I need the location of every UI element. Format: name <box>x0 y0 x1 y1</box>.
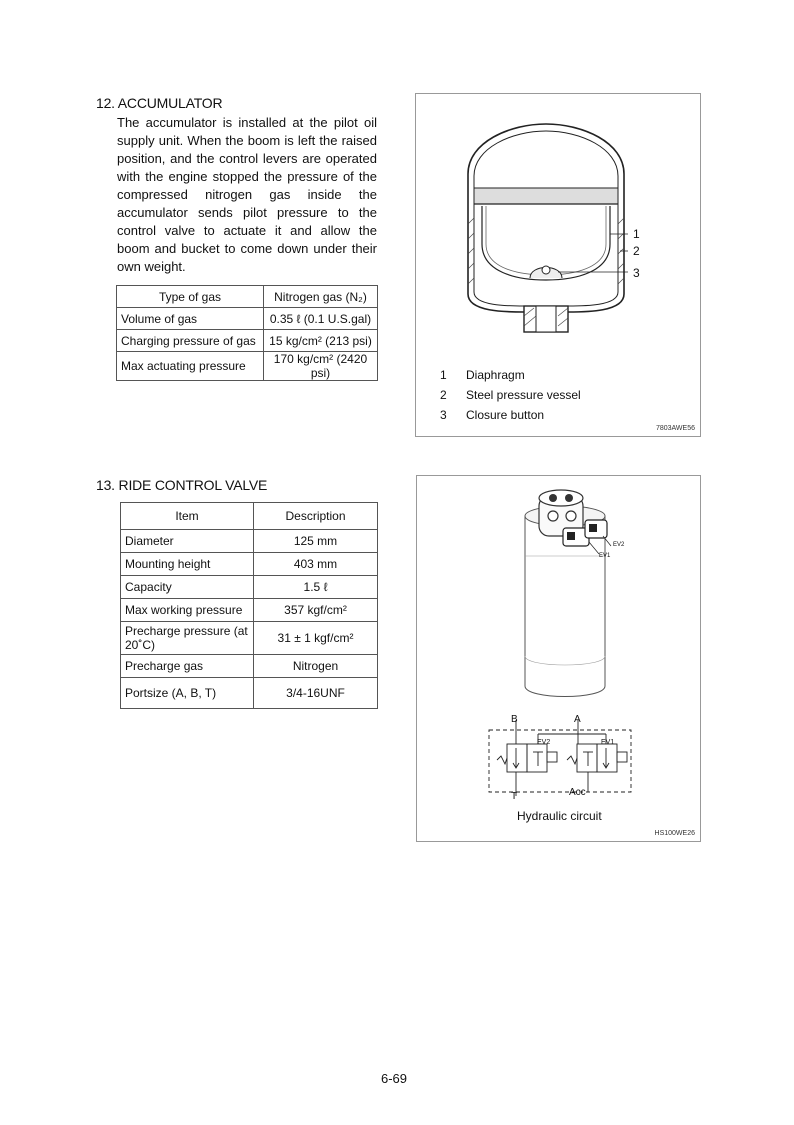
legend-item <box>440 365 581 385</box>
table-cell: Mounting height <box>121 553 254 576</box>
table-header-cell: Item <box>121 503 254 530</box>
table-row <box>121 622 378 655</box>
callout-1: 1 <box>633 227 640 241</box>
accumulator-spec-table <box>116 285 378 381</box>
page-number: 6-69 <box>381 1071 408 1086</box>
table-cell: Precharge pressure (at 20˚C) <box>121 622 254 655</box>
table-row <box>121 530 378 553</box>
table-cell: 15 kg/cm² (213 psi) <box>264 330 378 352</box>
table-cell: Charging pressure of gas <box>117 330 264 352</box>
table-cell: Nitrogen gas (N₂) <box>264 286 378 308</box>
port-acc-label: Acc <box>569 787 586 798</box>
accumulator-figure <box>415 93 701 437</box>
callout-2: 2 <box>633 244 640 258</box>
ride-control-figure <box>416 475 701 842</box>
table-header-cell: Description <box>254 503 378 530</box>
table-row <box>121 576 378 599</box>
legend-number: 3 <box>440 408 447 422</box>
table-row <box>121 553 378 576</box>
legend-text: Diaphragm <box>466 368 525 382</box>
table-header-row <box>121 503 378 530</box>
table-cell: Diameter <box>121 530 254 553</box>
table-cell: Volume of gas <box>117 308 264 330</box>
table-cell: Portsize (A, B, T) <box>121 678 254 709</box>
port-b-label: B <box>511 714 518 725</box>
table-row <box>121 599 378 622</box>
circuit-ev2-label: EV2 <box>537 739 551 746</box>
figure-code: 7803AWE56 <box>655 425 695 432</box>
port-a-label: A <box>574 714 581 725</box>
table-cell: 0.35 ℓ (0.1 U.S.gal) <box>264 308 378 330</box>
callout-3: 3 <box>633 266 640 280</box>
table-cell: 357 kgf/cm² <box>254 599 378 622</box>
table-cell: Max actuating pressure <box>117 352 264 381</box>
legend-item <box>440 385 581 405</box>
table-cell: 1.5 ℓ <box>254 576 378 599</box>
legend-number: 1 <box>440 368 447 382</box>
ev2-label: EV2 <box>613 542 625 548</box>
ride-control-spec-table <box>120 502 378 709</box>
table-cell: 170 kg/cm² (2420 psi) <box>264 352 378 381</box>
legend-text: Steel pressure vessel <box>466 388 581 402</box>
table-cell: 3/4-16UNF <box>254 678 378 709</box>
section-13-heading: 13. RIDE CONTROL VALVE <box>96 477 268 493</box>
table-row <box>117 352 378 381</box>
table-row <box>117 330 378 352</box>
table-cell: Type of gas <box>117 286 264 308</box>
accumulator-legend <box>440 365 581 425</box>
port-t-label: T <box>511 791 518 802</box>
ride-control-drawing <box>417 476 700 806</box>
table-row <box>121 655 378 678</box>
table-cell: Capacity <box>121 576 254 599</box>
section-12-heading: 12. ACCUMULATOR <box>96 95 223 111</box>
figure-code: HS100WE26 <box>654 830 695 837</box>
accumulator-drawing <box>416 94 700 344</box>
hydraulic-circuit-caption: Hydraulic circuit <box>517 809 602 823</box>
legend-text: Closure button <box>466 408 545 422</box>
table-cell: Nitrogen <box>254 655 378 678</box>
circuit-ev1-label: EV1 <box>601 739 615 746</box>
legend-number: 2 <box>440 388 447 402</box>
accumulator-description: The accumulator is installed at the pilot oil supply unit. When the boom is left the raised position, and the control levers are operated with the engine stopped the pressure of the compressed nitrogen gas inside the accumulator sends pilot pressure to the control valve to actuate it and allow the boom and bucket to come down under their own weight. <box>117 115 377 274</box>
table-row <box>117 308 378 330</box>
table-cell: 31 ± 1 kgf/cm² <box>254 622 378 655</box>
table-row <box>117 286 378 308</box>
ev1-label: EV1 <box>599 553 611 559</box>
table-cell: 403 mm <box>254 553 378 576</box>
table-row <box>121 678 378 709</box>
table-cell: Precharge gas <box>121 655 254 678</box>
legend-item <box>440 405 581 425</box>
table-cell: Max working pressure <box>121 599 254 622</box>
table-cell: 125 mm <box>254 530 378 553</box>
